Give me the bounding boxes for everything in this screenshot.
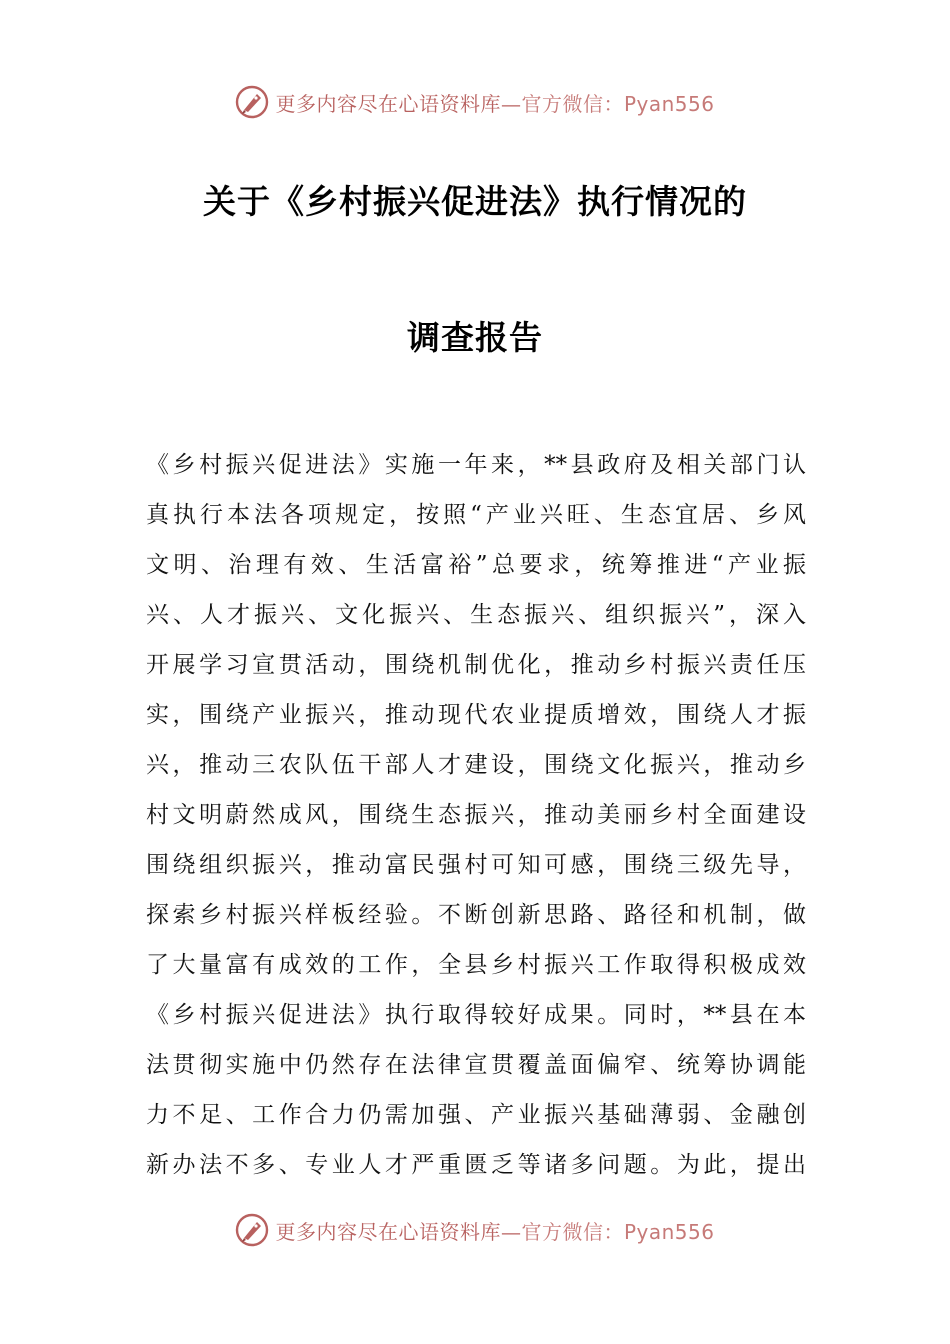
document-title-line-2: 调查报告 <box>407 318 543 357</box>
body-line: 文明、治理有效、生活富裕”总要求，统筹推进“产业振 <box>146 552 806 578</box>
body-line: 法贯彻实施中仍然存在法律宣贯覆盖面偏窄、统筹协调能 <box>146 1052 806 1078</box>
pen-nib-logo-icon <box>235 1213 269 1247</box>
body-line: 村文明蔚然成风，围绕生态振兴，推动美丽乡村全面建设 <box>146 802 806 828</box>
document-title-line-1: 关于《乡村振兴促进法》执行情况的 <box>203 182 747 221</box>
watermark-brand-text: 更多内容尽在心语资料库— <box>275 1219 522 1244</box>
body-paragraph <box>146 440 806 1190</box>
body-line: 《乡村振兴促进法》实施一年来，**县政府及相关部门认 <box>146 452 806 478</box>
body-line: 《乡村振兴促进法》执行取得较好成果。同时，**县在本 <box>146 1002 806 1028</box>
body-line: 实，围绕产业振兴，推动现代农业提质增效，围绕人才振 <box>146 702 806 728</box>
watermark-brand-text: 更多内容尽在心语资料库— <box>275 91 522 116</box>
body-line: 真执行本法各项规定，按照“产业兴旺、生态宜居、乡风 <box>146 502 806 528</box>
body-line: 开展学习宣贯活动，围绕机制优化，推动乡村振兴责任压 <box>146 652 806 678</box>
body-line: 了大量富有成效的工作，全县乡村振兴工作取得积极成效 <box>146 952 806 978</box>
pen-nib-logo-icon <box>235 85 269 119</box>
watermark-wechat-text: 官方微信：Pyan556 <box>521 1219 715 1244</box>
footer-watermark-banner <box>0 1210 950 1250</box>
header-watermark-banner <box>0 82 950 122</box>
body-line: 兴、人才振兴、文化振兴、生态振兴、组织振兴”，深入 <box>146 602 806 628</box>
body-line: 力不足、工作合力仍需加强、产业振兴基础薄弱、金融创 <box>146 1102 806 1128</box>
watermark-wechat-text: 官方微信：Pyan556 <box>521 91 715 116</box>
body-line: 围绕组织振兴，推动富民强村可知可感，围绕三级先导， <box>146 852 806 878</box>
body-line: 新办法不多、专业人才严重匮乏等诸多问题。为此，提出 <box>146 1152 806 1178</box>
body-line: 兴，推动三农队伍干部人才建设，围绕文化振兴，推动乡 <box>146 752 806 778</box>
body-line: 探索乡村振兴样板经验。不断创新思路、路径和机制，做 <box>146 902 806 928</box>
